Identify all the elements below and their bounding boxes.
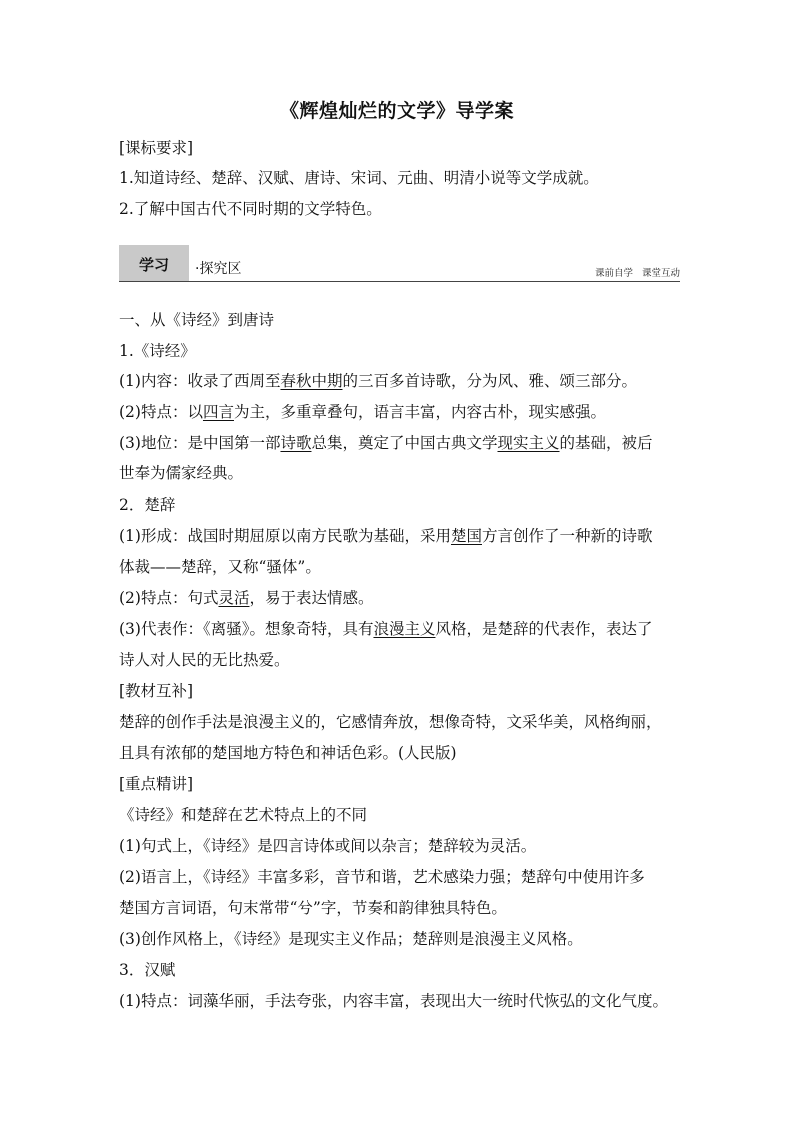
text-run: 的基础，被后 xyxy=(559,434,653,452)
underlined-term: 诗歌 xyxy=(280,434,312,452)
key-point-2b: 楚国方言词语，句末常带“兮”字，节奏和韵律独具特色。 xyxy=(119,899,507,917)
requirement-item-1: 1.知道诗经、楚辞、汉赋、唐诗、宋词、元曲、明清小说等文学成就。 xyxy=(119,169,599,187)
supplement-line-1: 楚辞的创作手法是浪漫主义的，它感情奔放，想像奇特，文采华美，风格绚丽， xyxy=(119,713,662,731)
section-banner xyxy=(119,245,680,283)
key-points-topic: 《诗经》和楚辞在艺术特点上的不同 xyxy=(119,806,368,824)
banner-right-label: 课前自学 课堂互动 xyxy=(594,268,680,279)
section-heading: 一、从《诗经》到唐诗 xyxy=(119,311,275,329)
shijing-heading: 1.《诗经》 xyxy=(119,342,196,360)
underlined-term: 四言 xyxy=(202,403,234,421)
shijing-content xyxy=(119,371,637,391)
underlined-term: 浪漫主义 xyxy=(373,620,436,638)
requirement-item-2: 2.了解中国古代不同时期的文学特色。 xyxy=(119,200,382,218)
supplement-line-2: 且具有浓郁的楚国地方特色和神话色彩。(人民版) xyxy=(119,744,457,762)
text-run: (3)地位：是中国第一部 xyxy=(119,434,281,452)
shijing-status xyxy=(119,433,653,453)
requirements-heading: [课标要求] xyxy=(119,139,194,157)
banner-label-block xyxy=(119,245,189,282)
chuci-form-cont: 体裁——楚辞，又称“骚体”。 xyxy=(119,558,321,576)
underlined-term: 春秋中期 xyxy=(280,372,343,390)
text-run: (1)形成：战国时期屈原以南方民歌为基础，采用 xyxy=(119,527,451,545)
text-run: 方言创作了一种新的诗歌 xyxy=(481,527,653,545)
text-run: 的三百多首诗歌，分为风、雅、颂三部分。 xyxy=(342,372,637,390)
page-title: 《辉煌灿烂的文学》导学案 xyxy=(279,100,514,122)
chuci-work xyxy=(119,619,653,639)
text-run: 为主，多重章叠句，语言丰富，内容古朴，现实感强。 xyxy=(233,403,606,421)
key-point-2a: (2)语言上，《诗经》丰富多彩，音节和谐，艺术感染力强；楚辞句中使用许多 xyxy=(119,868,645,886)
underlined-term: 现实主义 xyxy=(497,434,560,452)
supplement-heading: [教材互补] xyxy=(119,682,194,700)
banner-sub-label: ·探究区 xyxy=(195,261,242,277)
underlined-term: 灵活 xyxy=(218,589,250,607)
chuci-form xyxy=(119,526,653,546)
text-run: 风格，是楚辞的代表作，表达了 xyxy=(435,620,653,638)
key-point-3: (3)创作风格上，《诗经》是现实主义作品；楚辞则是浪漫主义风格。 xyxy=(119,930,583,948)
text-run: (3)代表作：《离骚》。想象奇特，具有 xyxy=(119,620,374,638)
chuci-feature xyxy=(119,588,374,608)
key-points-heading: [重点精讲] xyxy=(119,775,194,793)
shijing-feature xyxy=(119,402,606,422)
banner-rule xyxy=(119,281,680,282)
text-run: (1)内容：收录了西周至 xyxy=(119,372,281,390)
text-run: ，易于表达情感。 xyxy=(249,589,374,607)
text-run: (2)特点：以 xyxy=(119,403,203,421)
underlined-term: 楚国 xyxy=(450,527,482,545)
chuci-heading: 2．楚辞 xyxy=(119,496,176,514)
banner-main-label: 学习 xyxy=(139,256,170,274)
hanfu-heading: 3．汉赋 xyxy=(119,961,176,979)
hanfu-feature: (1)特点：词藻华丽，手法夸张，内容丰富，表现出大一统时代恢弘的文化气度。 xyxy=(119,992,668,1010)
text-run: (2)特点：句式 xyxy=(119,589,219,607)
shijing-status-cont: 世奉为儒家经典。 xyxy=(119,464,244,482)
text-run: 总集，奠定了中国古典文学 xyxy=(311,434,498,452)
chuci-work-cont: 诗人对人民的无比热爱。 xyxy=(119,651,290,669)
key-point-1: (1)句式上，《诗经》是四言诗体或间以杂言；楚辞较为灵活。 xyxy=(119,837,537,855)
